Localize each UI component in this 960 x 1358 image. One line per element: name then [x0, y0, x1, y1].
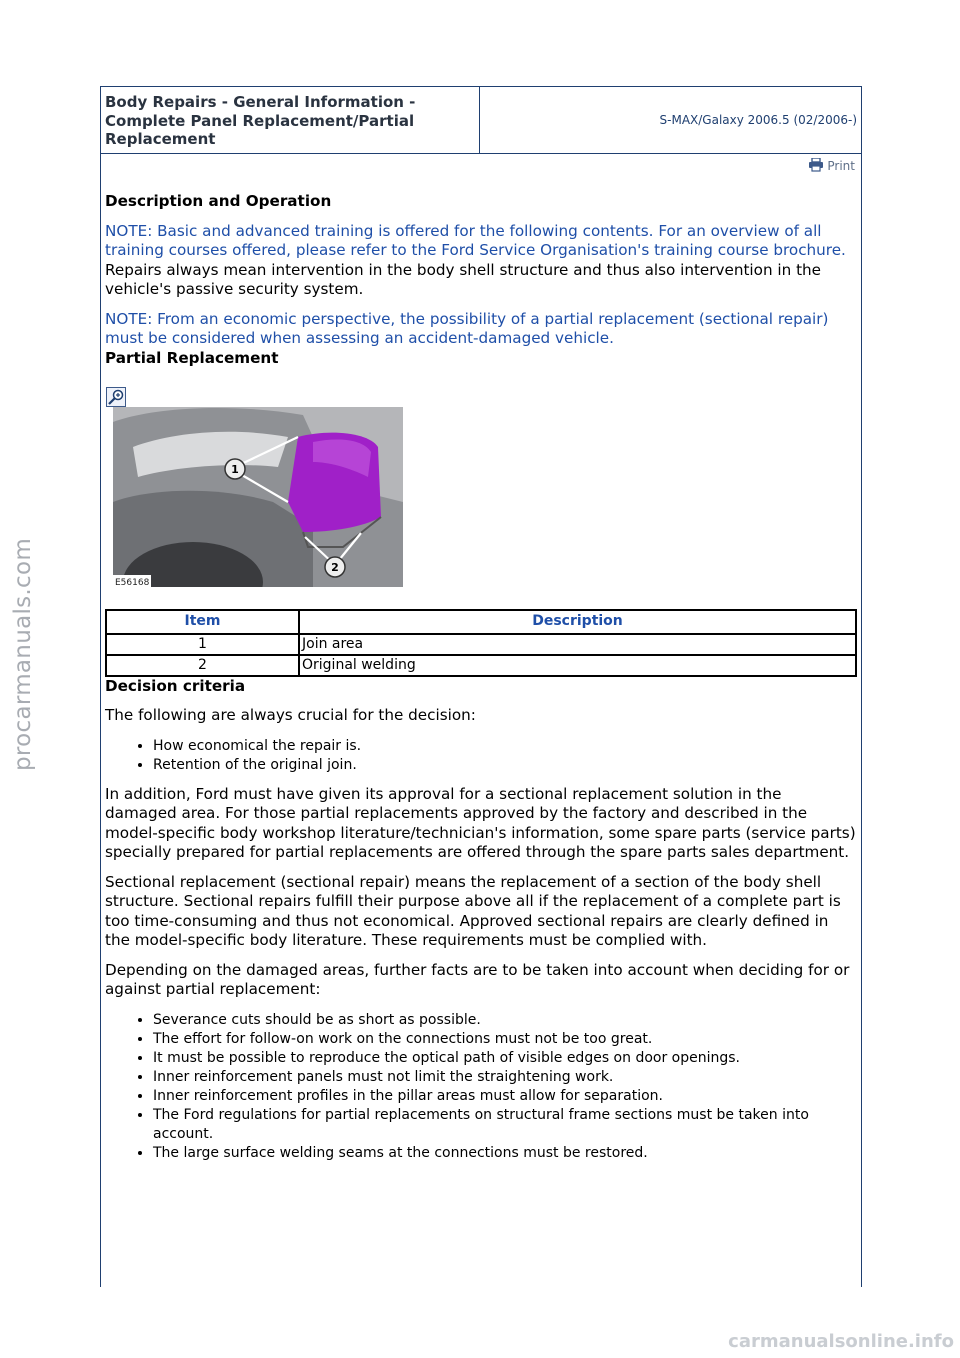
figure-code: E56168 — [115, 578, 150, 587]
header-divider — [479, 87, 480, 153]
vehicle-rear-quarter-drawing — [113, 407, 403, 587]
list-item: • Severance cuts should be as short as possible. — [153, 1011, 857, 1030]
page-title: Body Repairs - General Information - Complete Panel Replacement/Partial Replacement — [105, 93, 416, 148]
facts-list — [105, 1011, 857, 1163]
partial-replacement-heading: Partial Replacement — [105, 348, 279, 367]
callout-1: 1 — [231, 463, 239, 476]
table-cell-description: Original welding — [299, 655, 856, 676]
paragraph-intervention: Repairs always mean intervention in the body shell structure and thus also intervention in the vehicle's passive security system. — [105, 260, 821, 298]
note-economic: NOTE: From an economic perspective, the possibility of a partial replacement (sectional repair) must be considered when assessing an accident-damaged vehicle. — [105, 309, 829, 347]
list-item: • The Ford regulations for partial replacements on structural frame sections must be taken into account. — [153, 1106, 857, 1144]
list-item: • The effort for follow-on work on the connections must not be too great. — [153, 1030, 857, 1049]
decision-criteria-heading: Decision criteria — [105, 676, 246, 695]
list-item: • The large surface welding seams at the connections must be restored. — [153, 1144, 857, 1163]
table-header-description: Description — [299, 610, 856, 634]
document-page — [100, 86, 862, 1287]
list-item: • It must be possible to reproduce the optical path of visible edges on door openings. — [153, 1049, 857, 1068]
callout-2: 2 — [331, 561, 339, 574]
print-button[interactable] — [808, 158, 855, 173]
bottom-watermark: carmanualsonline.info — [728, 1331, 954, 1352]
table-cell-description: Join area — [299, 634, 856, 655]
zoom-icon[interactable] — [106, 387, 126, 407]
decision-list — [105, 737, 857, 775]
paragraph-damaged-areas: Depending on the damaged areas, further facts are to be taken into account when deciding for or against partial replacement: — [105, 960, 850, 998]
side-watermark: procarmanuals.com — [10, 537, 36, 771]
table-row — [106, 655, 856, 676]
section-title: Description and Operation — [105, 192, 332, 210]
decision-intro: The following are always crucial for the decision: — [105, 706, 476, 724]
document-header — [101, 87, 861, 154]
print-label: Print — [827, 159, 855, 173]
partial-replacement-illustration — [113, 407, 403, 587]
table-cell-item: 2 — [106, 655, 299, 676]
table-row — [106, 634, 856, 655]
vehicle-model: S-MAX/Galaxy 2006.5 (02/2006-) — [659, 113, 857, 127]
list-item: • Inner reinforcement panels must not limit the straightening work. — [153, 1068, 857, 1087]
list-item: • Retention of the original join. — [153, 756, 857, 775]
table-header-item: Item — [106, 610, 299, 634]
paragraph-ford-approval: In addition, Ford must have given its approval for a sectional replacement solution in the damaged area. For those partial replacements approved by the factory and described in the model-specific body workshop literature/technician's information, some spare parts (service parts) specially prepared for partial replacements are offered through the spare parts sales department. — [105, 784, 856, 861]
list-item: • Inner reinforcement profiles in the pillar areas must allow for separation. — [153, 1087, 857, 1106]
list-item: • How economical the repair is. — [153, 737, 857, 756]
document-body — [105, 192, 857, 1163]
item-table — [105, 609, 857, 677]
note-training: NOTE: Basic and advanced training is offered for the following contents. For an overview of all training courses offered, please refer to the Ford Service Organisation's training course brochure. — [105, 221, 846, 259]
table-cell-item: 1 — [106, 634, 299, 655]
paragraph-sectional-replacement: Sectional replacement (sectional repair) means the replacement of a section of the body shell structure. Sectional repairs fulfill their purpose above all if the replacement of a complete part is too time-consuming and thus not economical. Approved sectional repairs are clearly defined in the model-specific body literature. These requirements must be complied with. — [105, 872, 841, 949]
printer-icon — [808, 158, 824, 172]
